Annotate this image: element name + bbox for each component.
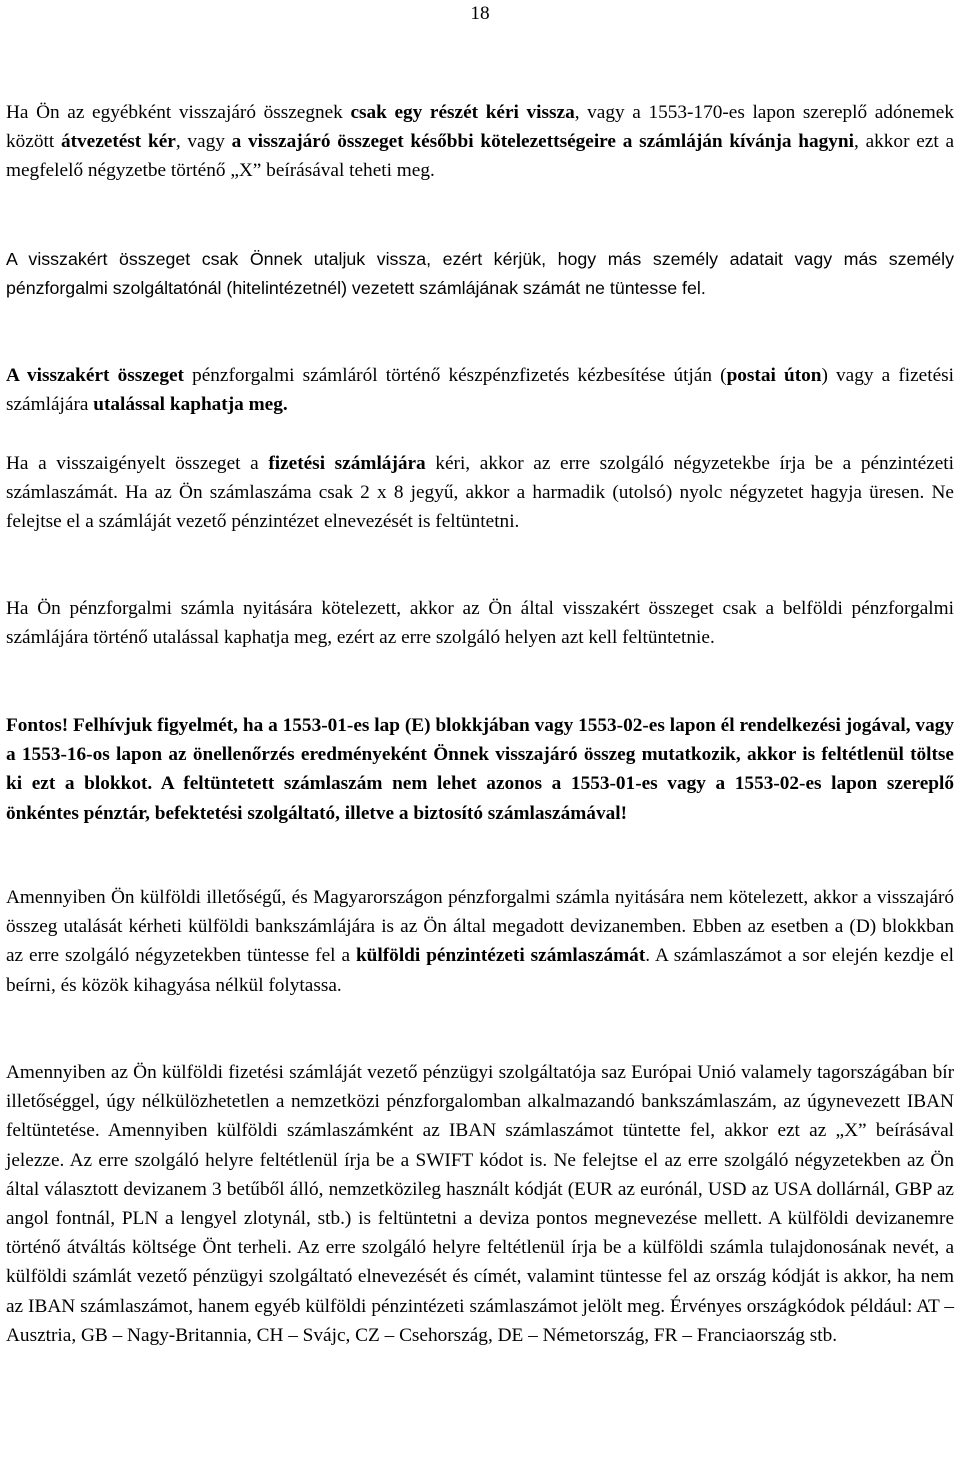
- text-run: , akkor ezt a megfelelő négyzetbe történő „X” beírásával teheti meg.: [6, 131, 955, 182]
- text-run: Ha Ön pénzforgalmi számla nyitására kötelezett, akkor az Ön által visszakért összeget csak a belföldi pénzforgalmi számlájára történő utalással kaphatja meg, ezért az erre szolgáló helyen azt kell feltüntetnie.: [6, 598, 954, 649]
- text-run: ) vagy a fizetési számlájára: [6, 365, 954, 416]
- bold-run: utalással kaphatja meg.: [93, 394, 288, 416]
- text-run: pénzforgalmi számláról történő készpénzfizetés kézbesítése útján (: [183, 365, 727, 386]
- paragraph-foreign-resident: [6, 883, 954, 1000]
- text-run: . A számlaszámot a sor elején kezdje el beírni, és közök kihagyása nélkül folytassa.: [6, 945, 955, 996]
- text-run: kéri, akkor az erre szolgáló négyzetekbe írja be a pénzintézeti számlaszámát. Ha az Ön számlaszáma csak 2 x 8 jegyű, akkor a harmadik (utolsó) nyolc négyzetet hagyja üresen. Ne felejtse el a számláját vezető pénzintézet elnevezését is feltüntetni.: [6, 453, 954, 533]
- paragraph-own-account-only: [6, 245, 954, 303]
- paragraph-mandatory-account: [6, 594, 954, 652]
- bold-run: A visszakért összeget: [6, 365, 184, 386]
- bold-run: csak egy részét kéri vissza: [350, 102, 575, 123]
- page-number: 18: [470, 3, 490, 24]
- bold-run: a visszajáró összeget későbbi kötelezettségeire a számláján kívánja hagyni: [231, 131, 855, 153]
- bold-run: postai úton: [726, 365, 822, 386]
- text-run: Amennyiben Ön külföldi illetőségű, és Magyarországon pénzforgalmi számla nyitására nem kötelezett, akkor a visszajáró összeg utalását kérheti külföldi bankszámlájára is az Ön által megadott devizanemben. Ebben az esetben a (D) blokkban az erre szolgáló négyzetekben tüntesse fel a: [6, 887, 954, 967]
- text-run: A visszakért összeget csak Önnek utaljuk vissza, ezért kérjük, hogy más személy adatait vagy más személy pénzforgalmi szolgáltatónál (hitelintézetnél) vezetett számlájának számát ne tüntesse fel.: [6, 249, 954, 299]
- bold-run: átvezetést kér: [60, 131, 176, 153]
- paragraph-important-notice: [6, 711, 954, 828]
- bold-run: Fontos! Felhívjuk figyelmét, ha a 1553-01-es lap (E) blokkjában vagy 1553-02-es lapon él rendelkezési jogával, vagy a 1553-16-os lapon az önellenőrzés eredményeként Önnek visszajáró összeg mutatkozik, akkor is feltétlenül töltse ki ezt a blokkot. A feltüntetett számlaszám nem lehet azonos a 1553-01-es vagy a 1553-02-es lapon szereplő önkéntes pénztár, befektetési szolgáltató, illetve a biztosító számlaszámával!: [6, 715, 954, 824]
- paragraph-iban-swift: [6, 1058, 954, 1350]
- text-run: Ha a visszaigényelt összeget a: [6, 453, 269, 474]
- text-run: Ha Ön az egyébként visszajáró összegnek: [6, 102, 351, 123]
- paragraph-payment-methods: [6, 361, 954, 419]
- text-run: , vagy: [175, 131, 232, 153]
- text-run: Amennyiben az Ön külföldi fizetési számláját vezető pénzügyi szolgáltatója saz Európai Unió valamely tagországában bír illetőséggel, úgy nélkülözhetetlen a nemzetközi pénzforgalomban alkalmazandó bankszámlaszám, az úgynevezett IBAN feltüntetése. Amennyiben külföldi számlaszámként az IBAN számlaszámot tüntette fel, akkor ezt az „X” beírásával jelezze. Az erre szolgáló helyre feltétlenül írja be a SWIFT kódot is. Ne felejtse el az erre szolgáló négyzetekben az Ön által választott devizanem 3 betűből álló, nemzetközileg használt kódját (EUR az eurónál, USD az USA dollárnál, GBP az angol fontnál, PLN a lengyel zlotynál, stb.) is feltüntetni a deviza pontos megnevezése mellett. A külföldi devizanemre történő átváltás költsége Önt terheli. Az erre szolgáló helyre feltétlenül írja be a külföldi számla tulajdonosának nevét, a külföldi számlát vezető pénzügyi szolgáltató elnevezését és címét, valamint tüntesse fel az ország kódját is akkor, ha nem az IBAN számlaszámot, hanem egyéb külföldi pénzintézeti számlaszámot jelölt meg. Érvényes országkódok például: AT – Ausztria, GB – Nagy-Britannia, CH – Svájc, CZ – Csehország, DE – Németország, FR – Franciaország stb.: [6, 1062, 954, 1346]
- bold-run: külföldi pénzintézeti számlaszámát: [355, 945, 646, 967]
- paragraph-partial-refund: [6, 98, 954, 186]
- paragraph-payment-account: [6, 449, 954, 537]
- text-run: , vagy a 1553-170-es lapon szereplő adónemek között: [6, 102, 954, 153]
- bold-run: fizetési számlájára: [268, 453, 426, 474]
